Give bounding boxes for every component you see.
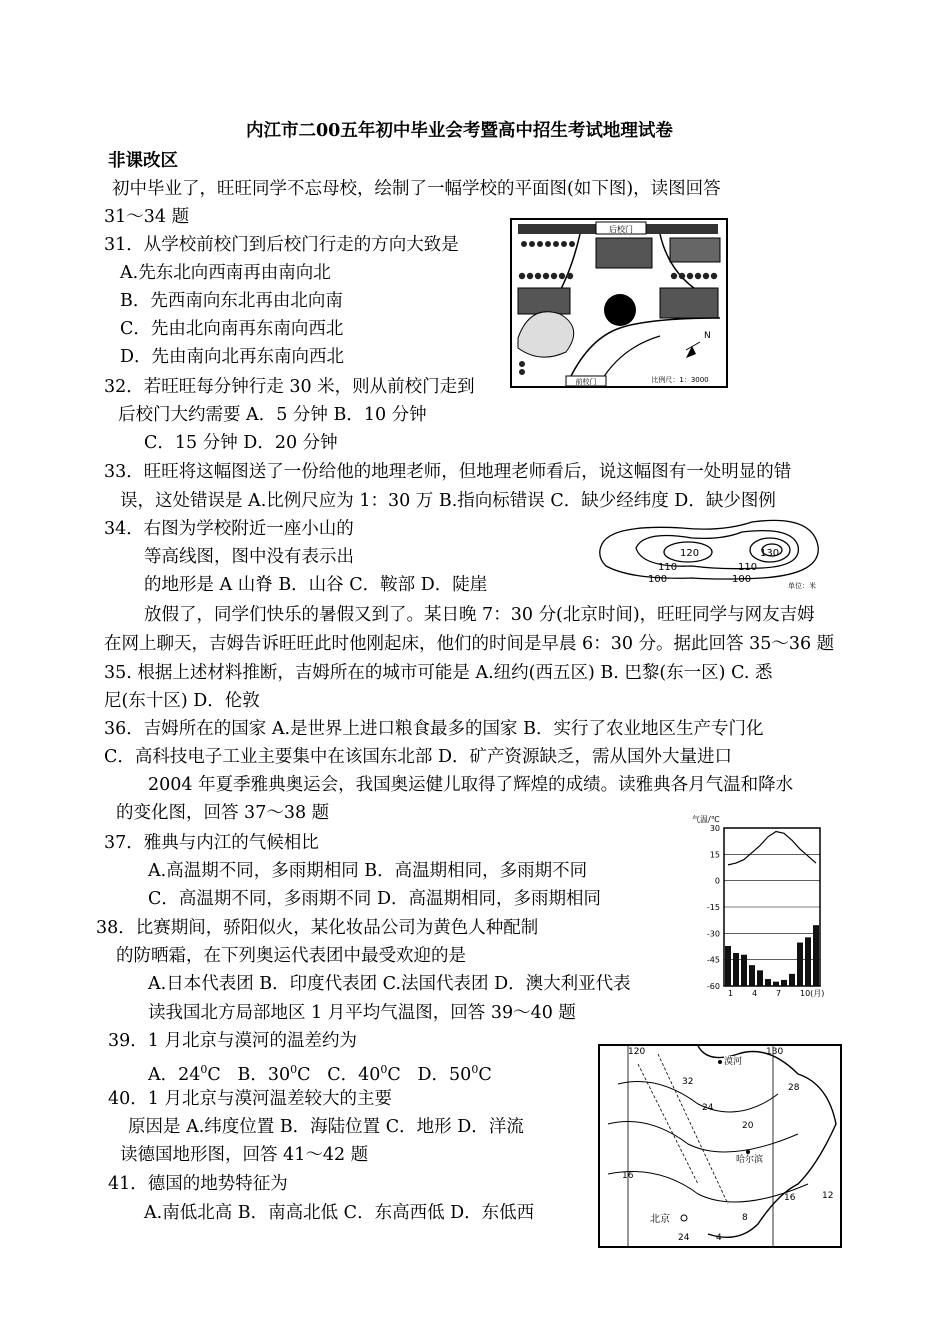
isotherm-label: 16 (784, 1193, 796, 1203)
isotherm-label: 12 (822, 1191, 834, 1201)
precip-bar (813, 925, 819, 986)
question-38-options: A.日本代表团 B．印度代表团 C.法国代表团 D．澳大利亚代表 (148, 974, 631, 994)
isotherm-label: 24 (702, 1103, 714, 1113)
precip-bar (749, 965, 755, 986)
isotherm-label: 20 (742, 1121, 754, 1131)
ytick-label: -15 (706, 903, 720, 912)
precip-bar (757, 970, 763, 986)
scale-label: 比例尺：1：3000 (651, 376, 709, 384)
intro-text: 2004 年夏季雅典奥运会，我国奥运健儿取得了辉煌的成绩。读雅典各月气温和降水 (148, 775, 794, 795)
unit-c: C (478, 1064, 492, 1085)
round-plaza (604, 294, 636, 326)
question-35-line: 尼(东十区) D．伦敦 (104, 691, 260, 711)
option-39d: D．50 (417, 1064, 472, 1085)
question-34-line: 等高线图，图中没有表示出 (144, 547, 354, 567)
question-39: 39．1 月北京与漠河的温差约为 (108, 1031, 357, 1051)
school-map-figure (510, 218, 728, 388)
page-title: 内江市二00五年初中毕业会考暨高中招生考试地理试卷 (246, 121, 673, 141)
contour-label: 110 (658, 562, 678, 573)
contour-100 (600, 520, 819, 579)
xtick-label: 7 (776, 989, 782, 998)
question-39-options (148, 1059, 492, 1086)
unit-c: C (207, 1064, 221, 1085)
contour-label: 100 (732, 574, 752, 585)
isotherm-label: 24 (678, 1233, 690, 1243)
question-36: 36．吉姆所在的国家 A.是世界上进口粮食最多的国家 B．实行了农业地区生产专门化 (104, 719, 764, 739)
building-2 (670, 238, 720, 262)
contour-map-figure (592, 516, 824, 590)
temperature-line (728, 832, 816, 865)
question-38-line: 的防晒霜，在下列奥运代表团中最受欢迎的是 (116, 946, 466, 966)
xtick-label: 4 (752, 989, 758, 998)
question-33: 33．旺旺将这幅图送了一份给他的地理老师，但地理老师看后，说这幅图有一处明显的错 (104, 462, 792, 482)
mohe-label: 漠河 (724, 1057, 743, 1067)
beijing-label: 北京 (650, 1214, 670, 1225)
question-35: 35. 根据上述材料推断，吉姆所在的城市可能是 A.纽约(西五区) B. 巴黎(东一区) C. 悉 (104, 663, 773, 683)
xtick-label: 10(月) (800, 989, 825, 998)
question-37: 37．雅典与内江的气候相比 (104, 833, 319, 853)
building-4 (660, 288, 718, 318)
question-31: 31．从学校前校门到后校门行走的方向大致是 (104, 235, 459, 255)
chart-xticks (728, 989, 824, 998)
xtick-label: 1 (728, 989, 734, 998)
precip-bar (725, 946, 731, 986)
chart-yticks (707, 824, 720, 991)
question-32-options: C．15 分钟 D．20 分钟 (144, 433, 338, 453)
isotherm-label: 16 (622, 1171, 634, 1181)
building-3 (518, 288, 570, 314)
intro-text: 初中毕业了，旺旺同学不忘母校，绘制了一幅学校的平面图(如下图)，读图回答 (112, 179, 721, 199)
isotherm-label: 32 (682, 1077, 694, 1087)
precip-bar (741, 955, 747, 986)
option-31d: D．先由南向北再东南向西北 (120, 347, 345, 367)
unit-c: C (297, 1064, 311, 1085)
building-1 (596, 238, 652, 268)
ytick-label: -30 (706, 929, 720, 939)
question-41-options: A.南低北高 B．南高北低 C．东高西低 D．东低西 (144, 1203, 535, 1223)
option-37cd: C．高温期不同，多雨期不同 D．高温期相同，多雨期相同 (148, 889, 601, 909)
north-label: N (704, 331, 711, 341)
question-40-options: 原因是 A.纬度位置 B．海陆位置 C．地形 D．洋流 (128, 1117, 524, 1137)
front-gate-label: 前校门 (575, 378, 597, 386)
precip-bar (781, 980, 787, 986)
degree-mark: 0 (380, 1063, 388, 1076)
precip-bar (733, 953, 739, 986)
harbin-label: 哈尔滨 (736, 1155, 764, 1165)
harbin-point (746, 1150, 750, 1154)
intro-text: 在网上聊天，吉姆告诉旺旺此时他刚起床，他们的时间是早晨 6：30 分。据此回答 35～36 题 (104, 634, 835, 654)
degree-mark: 0 (290, 1063, 298, 1076)
ytick-label: -60 (706, 982, 720, 991)
question-32: 32．若旺旺每分钟行走 30 米，则从前校门走到 (104, 377, 475, 397)
chart-ylabel: 气温/℃ (692, 815, 720, 824)
precip-bar (789, 974, 795, 986)
lon-label: 120 (628, 1047, 646, 1057)
degree-mark: 0 (200, 1063, 208, 1076)
ytick-label: -45 (706, 955, 720, 965)
precip-bar (773, 982, 779, 986)
precip-bar (797, 943, 803, 986)
question-40: 40．1 月北京与漠河温差较大的主要 (108, 1089, 392, 1109)
question-38: 38．比赛期间，骄阳似火，某化妆品公司为黄色人种配制 (96, 918, 539, 938)
contour-label: 100 (648, 574, 668, 585)
question-34-options: 的地形是 A 山脊 B．山谷 C．鞍部 D．陡崖 (144, 575, 488, 595)
ytick-label: 15 (709, 850, 720, 860)
map-border (599, 1045, 841, 1247)
option-31a: A.先东北向西南再由南向北 (120, 263, 331, 283)
back-gate-label: 后校门 (609, 225, 633, 234)
lon-label: 130 (766, 1047, 784, 1057)
intro-text: 31～34 题 (104, 207, 190, 227)
intro-text: 读我国北方局部地区 1 月平均气温图，回答 39～40 题 (148, 1003, 576, 1023)
contour-label: 130 (760, 548, 780, 559)
section-label: 非课改区 (108, 151, 178, 171)
ytick-label: 0 (714, 876, 720, 886)
option-37ab: A.高温期不同，多雨期相同 B．高温期相同，多雨期不同 (148, 861, 588, 881)
ytick-label: 30 (709, 824, 720, 833)
climate-chart-figure (690, 812, 830, 998)
isotherm-label: 28 (788, 1083, 800, 1093)
question-41: 41．德国的地势特征为 (108, 1174, 288, 1194)
precip-bar (765, 979, 771, 986)
contour-label: 120 (680, 548, 700, 559)
intro-text: 放假了，同学们快乐的暑假又到了。某日晚 7：30 分(北京时间)，旺旺同学与网友吉姆 (144, 605, 815, 625)
option-31b: B．先西南向东北再由北向南 (120, 291, 343, 311)
option-39a: A．24 (148, 1064, 201, 1085)
question-36-line: C．高科技电子工业主要集中在该国东北部 D．矿产资源缺乏，需从国外大量进口 (104, 747, 732, 767)
question-34: 34．右图为学校附近一座小山的 (104, 519, 354, 539)
isotherm-label: 4 (716, 1233, 722, 1243)
question-32-line: 后校门大约需要 A．5 分钟 B．10 分钟 (118, 405, 427, 425)
isotherm-label: 8 (742, 1213, 748, 1223)
degree-mark: 0 (471, 1063, 479, 1076)
option-39c: C．40 (327, 1064, 381, 1085)
intro-text: 读德国地形图，回答 41～42 题 (120, 1145, 369, 1165)
chart-bars (725, 925, 819, 986)
option-31c: C．先由北向南再东南向西北 (120, 319, 344, 339)
unit-c: C (387, 1064, 401, 1085)
unit-label: 单位：米 (788, 582, 816, 590)
contour-label: 110 (738, 562, 758, 573)
precip-bar (805, 937, 811, 986)
temperature-map-figure (598, 1044, 842, 1248)
option-39b: B．30 (237, 1064, 291, 1085)
question-33-line: 误，这处错误是 A.比例尺应为 1：30 万 B.指向标错误 C．缺少经纬度 D．缺少图例 (120, 491, 776, 511)
intro-text: 的变化图，回答 37～38 题 (116, 803, 330, 823)
mohe-point (718, 1060, 722, 1064)
